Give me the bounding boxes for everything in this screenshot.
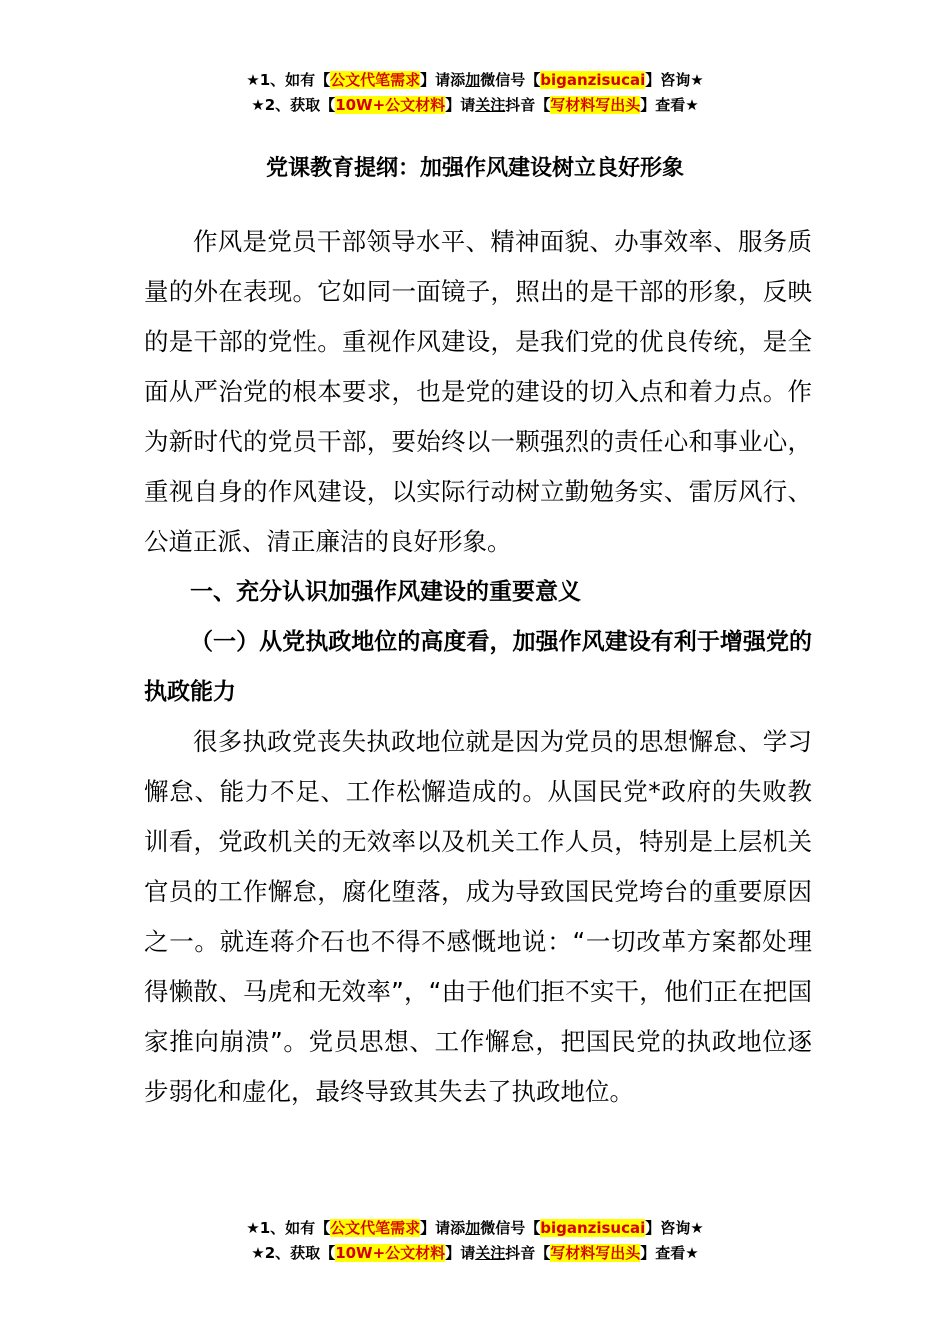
highlight-ghostwriting: 公文代笔需求 <box>330 71 421 89</box>
document-title: 党课教育提纲：加强作风建设树立良好形象 <box>265 156 684 181</box>
subsection-heading: （一）从党执政地位的高度看，加强作风建设有利于增强党的执政能力 <box>144 629 812 705</box>
section-heading: 一、充分认识加强作风建设的重要意义 <box>190 579 581 605</box>
highlight-materials: 10W+公文材料 <box>335 96 446 114</box>
banner-line-2: ★2、获取【10W+公文材料】请关注抖音【写材料写出头】查看★ <box>251 96 699 114</box>
intro-paragraph: 作风是党员干部领导水平、精神面貌、办事效率、服务质量的外在表现。它如同一面镜子，照出的是干部的形象，反映的是干部的党性。重视作风建设，是我们党的优良传统，是全面从严治党的根本要求，也是党的建设的切入点和着力点。作为新时代的党员干部，要始终以一颗强烈的责任心和事业心，重视自身的作风建设，以实际行动树立勤勉务实、雷厉风行、公道正派、清正廉洁的良好形象。 <box>144 227 812 556</box>
banner-line-1: ★1、如有【公文代笔需求】请添加微信号【biganzisucai】咨询★ <box>246 71 704 89</box>
body-paragraph: 很多执政党丧失执政地位就是因为党员的思想懈怠、学习懈怠、能力不足、工作松懈造成的。从国民党*政府的失败教训看，党政机关的无效率以及机关工作人员，特别是上层机关官员的工作懈怠，腐化堕落，成为导致国民党垮台的重要原因之一。就连蒋介石也不得不感慨地说：“一切改革方案都处理得懒散、马虎和无效率”，“由于他们拒不实干，他们正在把国家推向崩溃”。党员思想、工作懈怠，把国民党的执政地位逐步弱化和虚化，最终导致其失去了执政地位。 <box>144 727 812 1106</box>
footer-banner <box>0 1216 950 1266</box>
banner-line-2: ★2、获取【10W+公文材料】请关注抖音【写材料写出头】查看★ <box>251 1244 699 1262</box>
highlight-materials: 10W+公文材料 <box>335 1244 446 1262</box>
banner-line-1: ★1、如有【公文代笔需求】请添加微信号【biganzisucai】咨询★ <box>246 1219 704 1237</box>
highlight-wechat-id: biganzisucai <box>540 71 646 89</box>
highlight-douyin-account: 写材料写出头 <box>550 1244 641 1262</box>
header-banner <box>0 68 950 118</box>
document-body <box>144 217 812 1117</box>
highlight-douyin-account: 写材料写出头 <box>550 96 641 114</box>
highlight-ghostwriting: 公文代笔需求 <box>330 1219 421 1237</box>
highlight-wechat-id: biganzisucai <box>540 1219 646 1237</box>
